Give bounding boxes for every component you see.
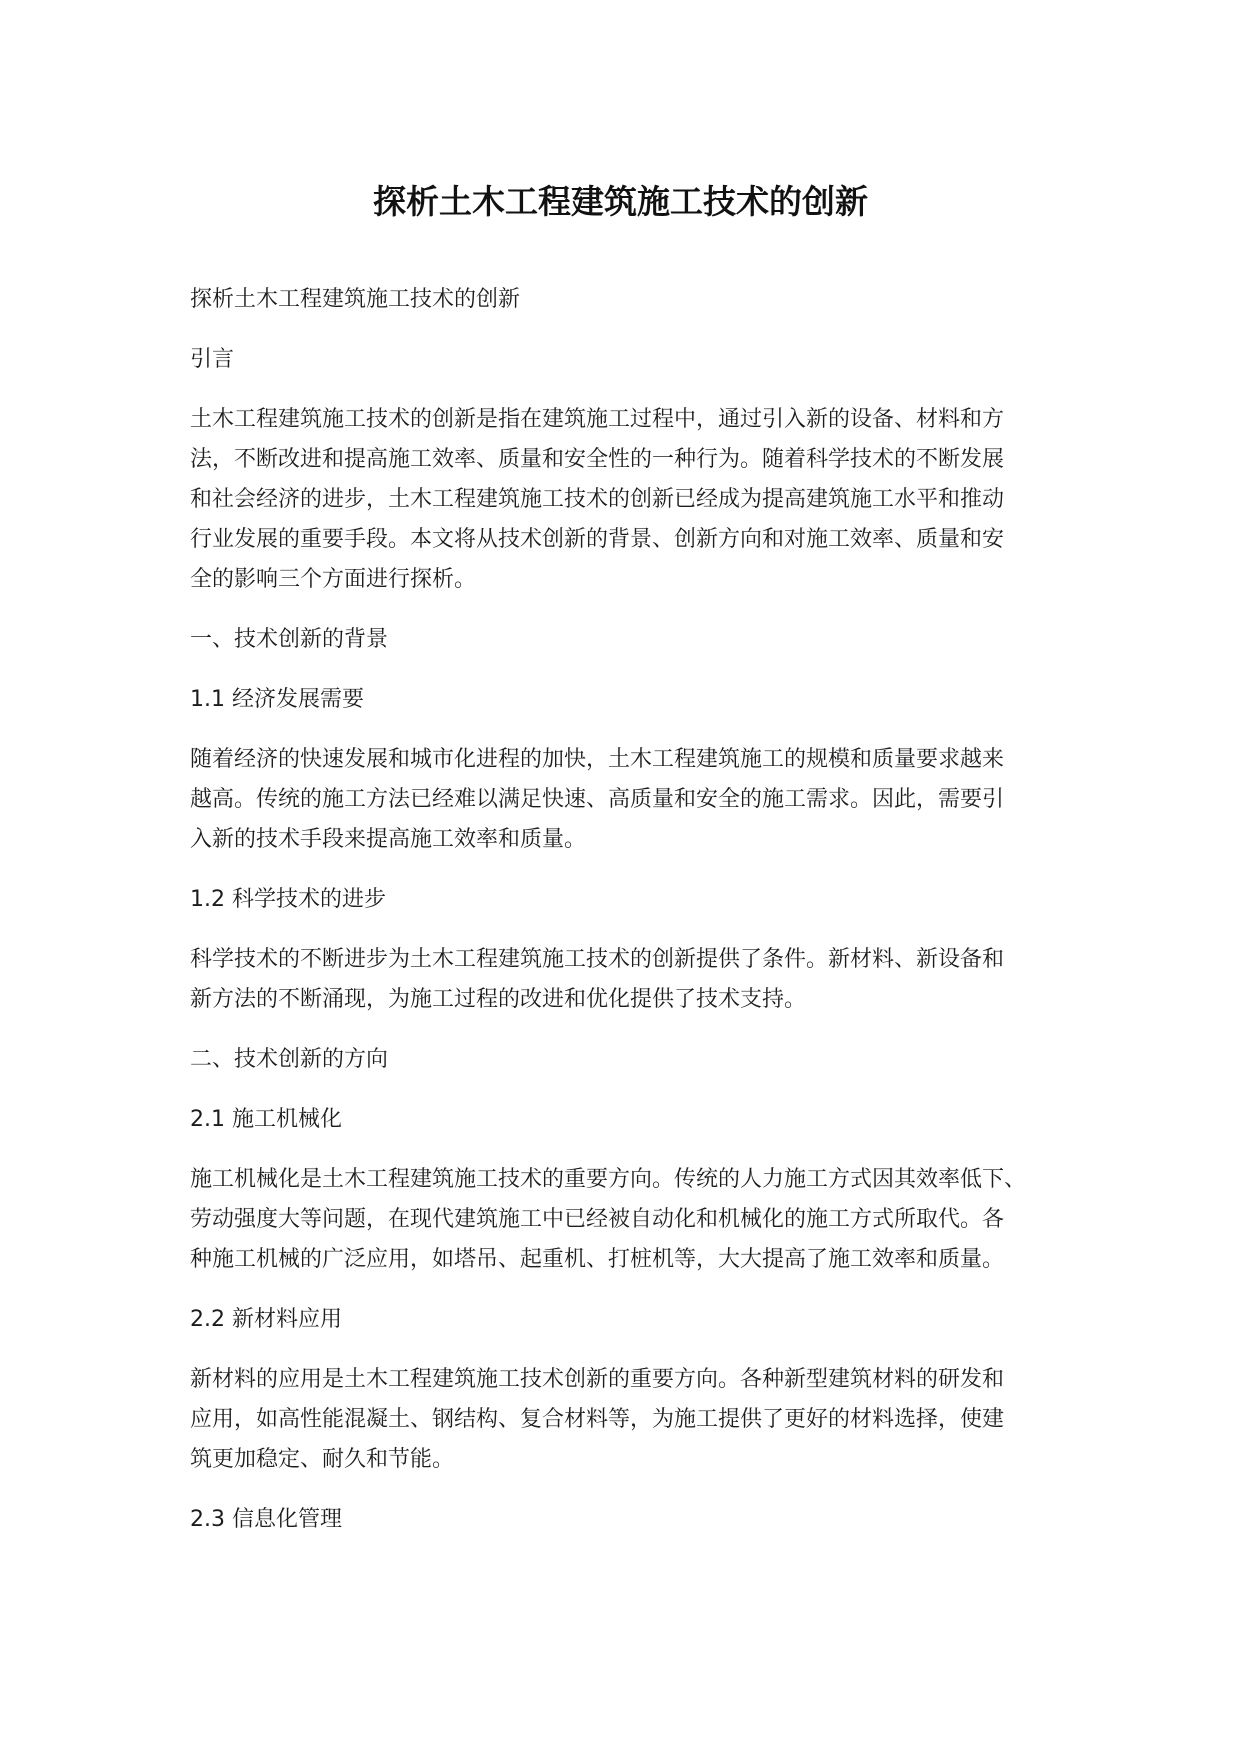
document-subtitle: [190, 280, 1050, 320]
page-title: 探析土木工程建筑施工技术的创新: [373, 182, 868, 221]
subsection-heading-text: 2.2 新材料应用: [190, 1307, 342, 1332]
section-1-1-heading: [190, 680, 1050, 720]
paragraph-line: 新方法的不断涌现，为施工过程的改进和优化提供了技术支持。: [190, 987, 807, 1012]
section-heading-text: 二、技术创新的方向: [190, 1047, 389, 1072]
subsection-heading-text: 2.3 信息化管理: [190, 1507, 342, 1532]
paragraph-line: 科学技术的不断进步为土木工程建筑施工技术的创新提供了条件。新材料、新设备和: [190, 947, 1005, 972]
intro-heading: [190, 340, 1050, 380]
section-1-1-paragraph: [190, 740, 1050, 860]
section-2-3-heading: [190, 1500, 1050, 1540]
document-body: [190, 280, 1050, 1560]
section-2-heading: [190, 1040, 1050, 1080]
section-2-2-heading: [190, 1300, 1050, 1340]
paragraph-line: 新材料的应用是土木工程建筑施工技术创新的重要方向。各种新型建筑材料的研发和: [190, 1367, 1005, 1392]
paragraph-line: 越高。传统的施工方法已经难以满足快速、高质量和安全的施工需求。因此，需要引: [190, 787, 1005, 812]
intro-paragraph: [190, 400, 1050, 600]
paragraph-line: 筑更加稳定、耐久和节能。: [190, 1447, 455, 1472]
subsection-heading-text: 2.1 施工机械化: [190, 1107, 342, 1132]
section-1-2-heading: [190, 880, 1050, 920]
section-2-1-heading: [190, 1100, 1050, 1140]
intro-heading-text: 引言: [190, 347, 235, 372]
paragraph-line: 种施工机械的广泛应用，如塔吊、起重机、打桩机等，大大提高了施工效率和质量。: [190, 1247, 1005, 1272]
paragraph-line: 全的影响三个方面进行探析。: [190, 567, 477, 592]
section-2-1-paragraph: [190, 1160, 1050, 1280]
paragraph-line: 法，不断改进和提高施工效率、质量和安全性的一种行为。随着科学技术的不断发展: [190, 447, 1005, 472]
section-1-heading: [190, 620, 1050, 660]
subsection-heading-text: 1.2 科学技术的进步: [190, 887, 386, 912]
paragraph-line: 施工机械化是土木工程建筑施工技术的重要方向。传统的人力施工方式因其效率低下、: [190, 1167, 1027, 1192]
subtitle-text: 探析土木工程建筑施工技术的创新: [190, 287, 521, 312]
paragraph-line: 应用，如高性能混凝土、钢结构、复合材料等，为施工提供了更好的材料选择，使建: [190, 1407, 1005, 1432]
paragraph-line: 和社会经济的进步，土木工程建筑施工技术的创新已经成为提高建筑施工水平和推动: [190, 487, 1005, 512]
paragraph-line: 劳动强度大等问题，在现代建筑施工中已经被自动化和机械化的施工方式所取代。各: [190, 1207, 1005, 1232]
section-2-2-paragraph: [190, 1360, 1050, 1480]
paragraph-line: 随着经济的快速发展和城市化进程的加快，土木工程建筑施工的规模和质量要求越来: [190, 747, 1005, 772]
paragraph-line: 行业发展的重要手段。本文将从技术创新的背景、创新方向和对施工效率、质量和安: [190, 527, 1005, 552]
section-1-2-paragraph: [190, 940, 1050, 1020]
subsection-heading-text: 1.1 经济发展需要: [190, 687, 364, 712]
paragraph-line: 入新的技术手段来提高施工效率和质量。: [190, 827, 587, 852]
paragraph-line: 土木工程建筑施工技术的创新是指在建筑施工过程中，通过引入新的设备、材料和方: [190, 407, 1005, 432]
section-heading-text: 一、技术创新的背景: [190, 627, 389, 652]
